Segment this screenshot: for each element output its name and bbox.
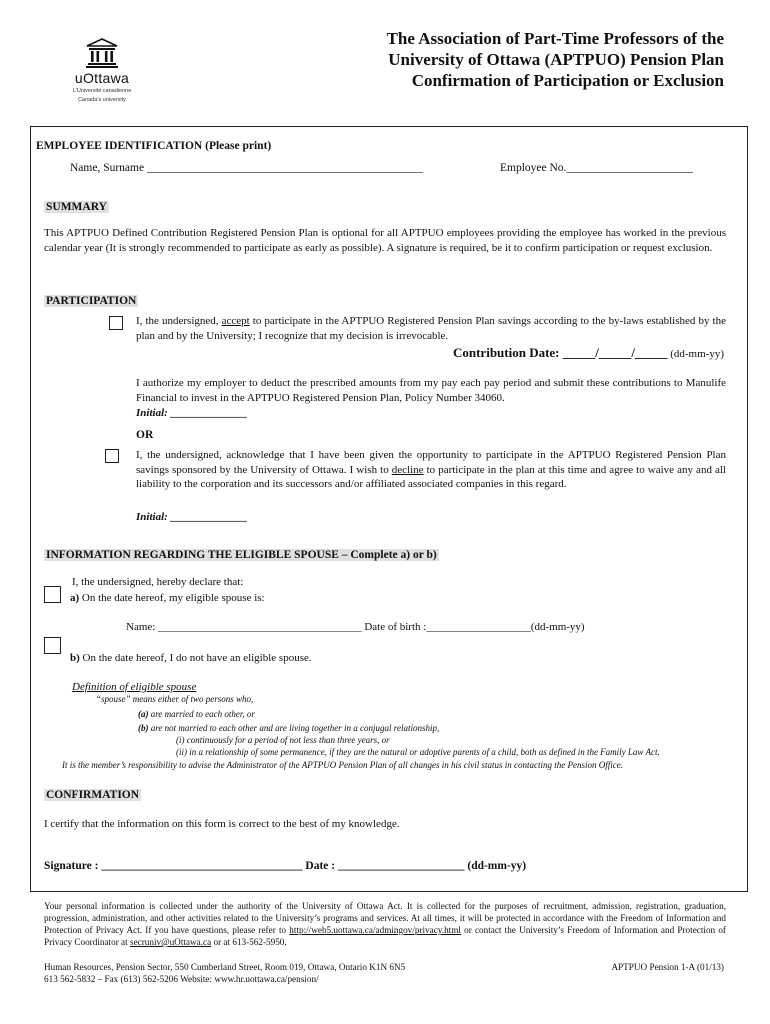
- accept-word: accept: [221, 315, 250, 327]
- privacy-notice: Your personal information is collected under the authority of the University of Ottawa Act. It is collected for the purposes of recruitment, admission, registration, graduation, progression, administration, and other activities related to the University’s programs and services. At all times, it will be protected in accordance with the Freedom of Information and Protection of Privacy Act. If you have questions, please refer to http://web5.uottawa.ca/admingov/privacy.html or contact the University’s Freedom of Information and Protection of Privacy Coordinator at secruniv@uOttawa.ca or at 613-562-5950.: [44, 901, 726, 947]
- summary-heading: SUMMARY: [46, 201, 107, 213]
- privacy-link[interactable]: http://web5.uottawa.ca/admingov/privacy.html: [289, 925, 461, 935]
- definition-line-1: “spouse” means either of two persons who,: [96, 694, 254, 704]
- privacy-email-link[interactable]: secruniv@uOttawa.ca: [130, 937, 212, 947]
- spouse-a-checkbox[interactable]: [44, 586, 61, 603]
- signature-date-line[interactable]: Signature : ___________________________________ Date : ______________________ (dd-mm-yy): [44, 860, 527, 872]
- address-line-1: Human Resources, Pension Sector, 550 Cumberland Street, Room 019, Ottawa, Ontario K1N 6N5: [44, 962, 406, 972]
- accept-checkbox[interactable]: [109, 316, 123, 330]
- title-line-1: The Association of Part-Time Professors of the: [386, 29, 724, 48]
- definition-line-2: (a) are married to each other, or: [138, 709, 255, 719]
- decline-statement: I, the undersigned, acknowledge that I have been given the opportunity to participate in the APTPUO Registered Pension Plan savings sponsored by the University of Ottawa. I wish to decline to participate in the plan at this time and agree to waive any and all liability to the corporation and its successors and/or affiliated associated companies in this regard.: [136, 449, 726, 490]
- university-building-icon: [86, 38, 118, 68]
- accept-statement: I, the undersigned, accept to participate in the APTPUO Registered Pension Plan savings according to the by-laws established by the plan and by the University; I recognize that my decision is irrevocable.: [136, 315, 726, 342]
- authorize-text: I authorize my employer to deduct the prescribed amounts from my pay each pay period and submit these contributions to Manulife Financial to invest in the APTPUO Registered Pension Plan, Policy Number 34060.: [136, 377, 726, 404]
- option-a-label: a): [70, 592, 80, 604]
- option-b: [70, 651, 312, 666]
- name-surname-field[interactable]: Name, Surname ________________________________________________: [70, 162, 423, 174]
- option-a-text: On the date hereof, my eligible spouse is:: [79, 592, 265, 604]
- initial-field-accept[interactable]: Initial: ______________: [136, 407, 248, 419]
- form-title: [387, 28, 724, 91]
- option-b-label: b): [70, 652, 80, 664]
- contribution-date[interactable]: [453, 345, 724, 361]
- form-code: APTPUO Pension 1-A (01/13): [611, 962, 724, 972]
- title-line-3: Confirmation of Participation or Exclusion: [411, 71, 724, 90]
- decline-checkbox[interactable]: [105, 449, 119, 463]
- logo-tagline-en: Canada's university: [78, 97, 126, 103]
- option-a: [70, 591, 265, 606]
- definition-line-5: (ii) in a relationship of some permanence, if they are the natural or adoptive parents of a child, both as defined in the Family Law Act.: [176, 747, 660, 757]
- contribution-date-label: Contribution Date: _____/_____/_____: [452, 345, 668, 360]
- spouse-b-checkbox[interactable]: [44, 637, 61, 654]
- confirmation-heading: CONFIRMATION: [46, 789, 140, 801]
- declare-text: I, the undersigned, hereby declare that:: [72, 576, 244, 588]
- summary-text: This APTPUO Defined Contribution Registered Pension Plan is optional for all APTPUO employees providing the employee has worked in the previous calendar year (It is strongly recommended to participate as early as possible). A signature is required, be it to confirm participation or request exclusion.: [44, 227, 726, 254]
- address-line-2: 613 562-5832 – Fax (613) 562-5206 Website: www.hr.uottawa.ca/pension/: [44, 974, 319, 984]
- logo-tagline-fr: L'Université canadienne: [72, 88, 132, 94]
- spouse-heading: INFORMATION REGARDING THE ELIGIBLE SPOUSE – Complete a) or b): [46, 549, 437, 561]
- confirmation-text: I certify that the information on this form is correct to the best of my knowledge.: [44, 818, 400, 830]
- option-b-text: On the date hereof, I do not have an eligible spouse.: [79, 652, 312, 664]
- definition-line-3: (b) are not married to each other and are living together in a conjugal relationship,: [138, 723, 440, 733]
- participation-heading: PARTICIPATION: [46, 295, 137, 307]
- uottawa-logo: [62, 38, 142, 104]
- employee-number-field[interactable]: Employee No.______________________: [500, 162, 693, 174]
- decline-word: decline: [391, 463, 424, 476]
- definition-title: Definition of eligible spouse: [72, 681, 197, 693]
- contribution-date-format: (dd-mm-yy): [667, 348, 724, 360]
- definition-line-4: (i) continuously for a period of not less than three years, or: [176, 735, 390, 745]
- spouse-name-dob-line[interactable]: Name: _____________________________________ Date of birth :___________________(dd-mm-yy): [126, 621, 585, 633]
- initial-field-decline[interactable]: Initial: ______________: [136, 511, 248, 523]
- employee-identification-heading: EMPLOYEE IDENTIFICATION (Please print): [36, 140, 272, 152]
- or-separator: OR: [136, 429, 154, 441]
- logo-wordmark: uOttawa: [74, 70, 130, 86]
- title-line-2: University of Ottawa (APTPUO) Pension Plan: [388, 50, 724, 69]
- definition-line-6: It is the member’s responsibility to advise the Administrator of the APTPUO Pension Plan of all changes in his civil status in contacting the Pension Office.: [62, 760, 623, 770]
